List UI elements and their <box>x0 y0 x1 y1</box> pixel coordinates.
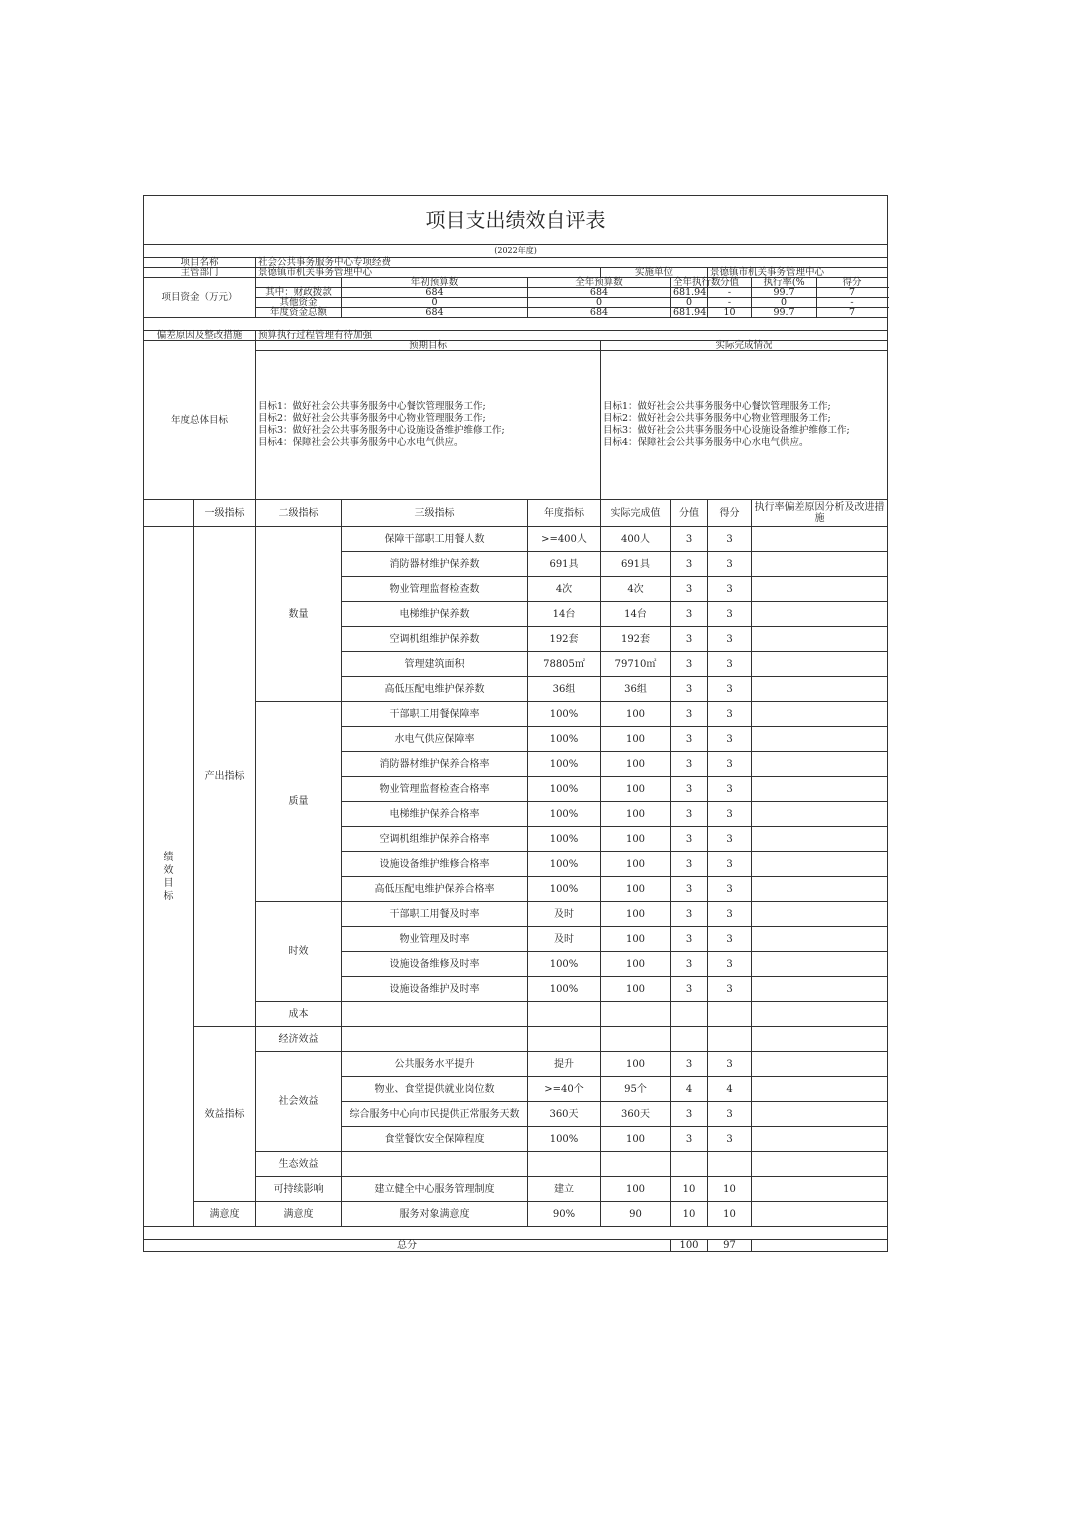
score-value: 3 <box>671 602 708 627</box>
output-indicator-label: 产出指标 <box>194 527 256 1027</box>
score-value: 10 <box>671 1202 708 1227</box>
score-value: 3 <box>671 877 708 902</box>
funds-cell: 0 <box>671 298 708 308</box>
actual-value: 360天 <box>601 1102 671 1127</box>
empty-cell <box>342 1152 528 1177</box>
level3-indicator: 物业管理监督检查合格率 <box>342 777 528 802</box>
score-value: 3 <box>671 927 708 952</box>
actual-value: 100 <box>601 977 671 1002</box>
score-value: 3 <box>671 902 708 927</box>
funds-header: 分值 <box>708 278 752 288</box>
level3-indicator: 空调机组维护保养合格率 <box>342 827 528 852</box>
score: 3 <box>708 852 752 877</box>
indicator-header: 二级指标 <box>256 500 342 527</box>
annual-target: 100% <box>528 702 601 727</box>
satisfaction-indicator-label: 满意度 <box>194 1202 256 1227</box>
page-title: 项目支出绩效自评表 <box>144 196 888 245</box>
score: 3 <box>708 552 752 577</box>
project-name-label: 项目名称 <box>144 258 256 268</box>
funds-label: 项目资金（万元） <box>144 278 256 318</box>
empty-cell <box>708 1027 752 1052</box>
indicator-header: 执行率偏差原因分析及改进措施 <box>752 500 888 527</box>
actual-value: 100 <box>601 802 671 827</box>
empty-cell <box>708 1002 752 1027</box>
score-value: 3 <box>671 802 708 827</box>
score: 3 <box>708 577 752 602</box>
score-value: 10 <box>671 1177 708 1202</box>
level3-indicator: 水电气供应保障率 <box>342 727 528 752</box>
funds-header-blank <box>256 278 342 288</box>
annual-target: 100% <box>528 802 601 827</box>
deviation-analysis <box>752 1052 888 1077</box>
level3-indicator: 消防器材维护保养数 <box>342 552 528 577</box>
level3-indicator: 物业、食堂提供就业岗位数 <box>342 1077 528 1102</box>
actual-value: 100 <box>601 927 671 952</box>
score-value: 3 <box>671 977 708 1002</box>
funds-cell: 0 <box>752 298 817 307</box>
score-value: 3 <box>671 627 708 652</box>
funds-cell: - <box>708 288 752 298</box>
annual-target: 100% <box>528 852 601 877</box>
empty-cell <box>528 1002 601 1027</box>
performance-goal-label-text: 绩效目标 <box>163 851 174 902</box>
annual-target: >=400人 <box>528 527 601 552</box>
funds-header: 全年预算数 <box>528 278 671 288</box>
annual-goals-label: 年度总体目标 <box>144 341 256 500</box>
actual-value: 100 <box>601 1052 671 1077</box>
actual-value: 100 <box>601 1177 671 1202</box>
deviation-analysis <box>752 777 888 802</box>
indicator-row <box>144 1052 888 1077</box>
score: 10 <box>708 1202 752 1227</box>
funds-row <box>144 298 888 308</box>
deviation-analysis <box>752 1177 888 1202</box>
annual-target: 100% <box>528 727 601 752</box>
indicator-row <box>144 902 888 927</box>
score: 3 <box>708 802 752 827</box>
form-table <box>143 195 888 1252</box>
funds-cell: 684 <box>528 288 671 298</box>
empty-cell <box>342 1027 528 1052</box>
score-value: 3 <box>671 652 708 677</box>
score: 3 <box>708 677 752 702</box>
self-evaluation-form <box>143 195 887 1252</box>
level3-indicator: 电梯维护保养合格率 <box>342 802 528 827</box>
level3-indicator: 干部职工用餐保障率 <box>342 702 528 727</box>
deviation-analysis <box>752 952 888 977</box>
quantity-label: 数量 <box>256 527 342 702</box>
actual-goals-header: 实际完成情况 <box>601 341 888 351</box>
level3-indicator: 物业管理及时率 <box>342 927 528 952</box>
annual-target: 及时 <box>528 927 601 952</box>
empty-cell <box>342 1002 528 1027</box>
annual-target: 100% <box>528 877 601 902</box>
level3-indicator: 管理建筑面积 <box>342 652 528 677</box>
empty-cell <box>601 1152 671 1177</box>
ecological-label: 生态效益 <box>256 1152 342 1177</box>
benefit-indicator-label: 效益指标 <box>194 1027 256 1202</box>
score-value: 3 <box>671 527 708 552</box>
funds-cell-split <box>752 308 888 318</box>
impl-value: 景德镇市机关事务管理中心 <box>708 268 888 278</box>
score-value: 4 <box>671 1077 708 1102</box>
funds-cell: 99.7 <box>752 308 817 317</box>
actual-value: 14台 <box>601 602 671 627</box>
funds-cell-split <box>752 298 888 308</box>
actual-value: 100 <box>601 727 671 752</box>
score-value: 3 <box>671 577 708 602</box>
empty-cell <box>752 1002 888 1027</box>
score-value: 3 <box>671 1102 708 1127</box>
funds-cell: 0 <box>528 298 671 308</box>
actual-value: 4次 <box>601 577 671 602</box>
funds-cell: 10 <box>708 308 752 318</box>
score-value: 3 <box>671 852 708 877</box>
impl-label: 实施单位 <box>601 268 708 278</box>
year-label: (2022年度) <box>144 245 888 258</box>
deviation-analysis <box>752 852 888 877</box>
funds-cell: 681.94 <box>671 308 708 318</box>
total-score-value: 100 <box>671 1240 708 1252</box>
funds-cell: 681.94 <box>671 288 708 298</box>
deviation-analysis <box>752 1127 888 1152</box>
deviation-analysis <box>752 577 888 602</box>
annual-target: 36组 <box>528 677 601 702</box>
level3-indicator: 电梯维护保养数 <box>342 602 528 627</box>
deviation-analysis <box>752 877 888 902</box>
indicator-row <box>144 1152 888 1177</box>
funds-row-name: 年度资金总额 <box>256 308 342 318</box>
total-label: 总分 <box>144 1240 671 1252</box>
score-value: 3 <box>671 552 708 577</box>
score-value: 3 <box>671 702 708 727</box>
score-value: 3 <box>671 1127 708 1152</box>
indicator-row <box>144 1002 888 1027</box>
score: 3 <box>708 1102 752 1127</box>
spacer-row <box>144 318 888 331</box>
indicator-header: 年度指标 <box>528 500 601 527</box>
score: 3 <box>708 627 752 652</box>
level3-indicator: 高低压配电维护保养数 <box>342 677 528 702</box>
actual-value: 100 <box>601 752 671 777</box>
actual-value: 100 <box>601 902 671 927</box>
funds-cell: 7 <box>849 307 856 318</box>
annual-target: 90% <box>528 1202 601 1227</box>
empty-cell <box>752 1027 888 1052</box>
deviation-analysis <box>752 802 888 827</box>
funds-cell: 684 <box>342 288 528 298</box>
funds-row <box>144 308 888 318</box>
actual-value: 100 <box>601 877 671 902</box>
annual-target: 192套 <box>528 627 601 652</box>
actual-value: 400人 <box>601 527 671 552</box>
deviation-analysis <box>752 1077 888 1102</box>
economic-label: 经济效益 <box>256 1027 342 1052</box>
satisfaction-label: 满意度 <box>256 1202 342 1227</box>
empty-cell <box>601 1027 671 1052</box>
score: 3 <box>708 602 752 627</box>
score: 3 <box>708 777 752 802</box>
score: 3 <box>708 952 752 977</box>
annual-target: 100% <box>528 952 601 977</box>
annual-target: >=40个 <box>528 1077 601 1102</box>
empty-cell <box>671 1152 708 1177</box>
score: 3 <box>708 877 752 902</box>
actual-value: 100 <box>601 702 671 727</box>
cost-label: 成本 <box>256 1002 342 1027</box>
annual-target: 提升 <box>528 1052 601 1077</box>
deviation-analysis <box>752 702 888 727</box>
funds-row <box>144 288 888 298</box>
funds-header: 年初预算数 <box>342 278 528 288</box>
annual-target: 100% <box>528 827 601 852</box>
sustainable-label: 可持续影响 <box>256 1177 342 1202</box>
funds-cell: - <box>708 298 752 308</box>
level3-indicator: 综合服务中心向市民提供正常服务天数 <box>342 1102 528 1127</box>
funds-row-name: 其他资金 <box>256 298 342 308</box>
level3-indicator: 食堂餐饮安全保障程度 <box>342 1127 528 1152</box>
social-label: 社会效益 <box>256 1052 342 1152</box>
level3-indicator: 保障干部职工用餐人数 <box>342 527 528 552</box>
deviation-analysis <box>752 977 888 1002</box>
actual-value: 100 <box>601 952 671 977</box>
funds-cell-split <box>752 288 888 298</box>
deviation-text: 预算执行过程管理有待加强 <box>256 331 888 341</box>
actual-value: 79710㎡ <box>601 652 671 677</box>
score: 3 <box>708 1127 752 1152</box>
annual-target: 14台 <box>528 602 601 627</box>
indicator-header: 实际完成值 <box>601 500 671 527</box>
score-value: 3 <box>671 777 708 802</box>
dept-label: 主管部门 <box>144 268 256 278</box>
deviation-analysis <box>752 752 888 777</box>
indicator-header-blank <box>144 500 194 527</box>
deviation-analysis <box>752 602 888 627</box>
empty-cell <box>671 1002 708 1027</box>
score: 3 <box>708 727 752 752</box>
deviation-analysis <box>752 927 888 952</box>
deviation-analysis <box>752 627 888 652</box>
deviation-analysis <box>752 827 888 852</box>
score: 3 <box>708 902 752 927</box>
deviation-analysis <box>752 652 888 677</box>
actual-value: 36组 <box>601 677 671 702</box>
level3-indicator: 高低压配电维护保养合格率 <box>342 877 528 902</box>
funds-header: 执行率(% <box>752 278 817 287</box>
score-value: 3 <box>671 1052 708 1077</box>
score: 3 <box>708 702 752 727</box>
indicator-header: 分值 <box>671 500 708 527</box>
level3-indicator: 干部职工用餐及时率 <box>342 902 528 927</box>
actual-value: 691具 <box>601 552 671 577</box>
deviation-analysis <box>752 1102 888 1127</box>
score: 3 <box>708 527 752 552</box>
quality-label: 质量 <box>256 702 342 902</box>
deviation-analysis <box>752 902 888 927</box>
funds-cell: 684 <box>528 308 671 318</box>
empty-cell <box>528 1152 601 1177</box>
annual-target: 及时 <box>528 902 601 927</box>
actual-goals-text: 目标1：做好社会公共事务服务中心餐饮管理服务工作; 目标2：做好社会公共事务服务中心物业管理服务工作; 目标3：做好社会公共事务服务中心设施设备维护维修工作; 目标4：保障社会公共事务服务中心水电气供应。 <box>601 351 888 500</box>
score: 3 <box>708 927 752 952</box>
deviation-analysis <box>752 727 888 752</box>
project-name-value: 社会公共事务服务中心专项经费 <box>256 258 888 268</box>
score-value: 3 <box>671 752 708 777</box>
total-score: 97 <box>708 1240 752 1252</box>
actual-value: 100 <box>601 827 671 852</box>
annual-target: 360天 <box>528 1102 601 1127</box>
empty-cell <box>671 1027 708 1052</box>
deviation-analysis <box>752 527 888 552</box>
funds-header: 得分 <box>842 277 862 288</box>
actual-value: 100 <box>601 852 671 877</box>
annual-target: 100% <box>528 752 601 777</box>
funds-cell: 0 <box>342 298 528 308</box>
deviation-label: 偏差原因及整改措施 <box>144 331 256 341</box>
funds-header: 全年执行数 <box>671 278 708 288</box>
total-blank <box>752 1240 888 1252</box>
level3-indicator: 设施设备维护维修合格率 <box>342 852 528 877</box>
expected-goals-header: 预期目标 <box>256 341 601 351</box>
actual-value: 100 <box>601 1127 671 1152</box>
actual-value: 95个 <box>601 1077 671 1102</box>
score: 3 <box>708 652 752 677</box>
empty-cell <box>528 1027 601 1052</box>
level3-indicator: 空调机组维护保养数 <box>342 627 528 652</box>
actual-value: 100 <box>601 777 671 802</box>
funds-header-split <box>752 278 888 288</box>
level3-indicator: 公共服务水平提升 <box>342 1052 528 1077</box>
actual-value: 192套 <box>601 627 671 652</box>
deviation-analysis <box>752 677 888 702</box>
empty-cell <box>708 1152 752 1177</box>
score-value: 3 <box>671 827 708 852</box>
indicator-row <box>144 527 888 552</box>
score: 3 <box>708 827 752 852</box>
annual-target: 691具 <box>528 552 601 577</box>
dept-value: 景德镇市机关事务管理中心 <box>256 268 601 278</box>
annual-target: 100% <box>528 977 601 1002</box>
score-value: 3 <box>671 727 708 752</box>
annual-target: 100% <box>528 777 601 802</box>
spacer-row <box>144 1227 888 1240</box>
funds-cell: 684 <box>342 308 528 318</box>
indicator-row <box>144 1202 888 1227</box>
deviation-analysis <box>752 1202 888 1227</box>
funds-cell: 99.7 <box>752 288 817 297</box>
score: 4 <box>708 1077 752 1102</box>
level3-indicator: 设施设备维修及时率 <box>342 952 528 977</box>
level3-indicator: 物业管理监督检查数 <box>342 577 528 602</box>
total-row <box>144 1240 888 1252</box>
expected-goals-text: 目标1：做好社会公共事务服务中心餐饮管理服务工作; 目标2：做好社会公共事务服务中心物业管理服务工作; 目标3：做好社会公共事务服务中心设施设备维护维修工作; 目标4：保障社会公共事务服务中心水电气供应。 <box>256 351 601 500</box>
score-value: 3 <box>671 952 708 977</box>
annual-target: 建立 <box>528 1177 601 1202</box>
level3-indicator: 服务对象满意度 <box>342 1202 528 1227</box>
deviation-analysis <box>752 552 888 577</box>
score: 3 <box>708 977 752 1002</box>
actual-value: 90 <box>601 1202 671 1227</box>
performance-goal-label <box>144 527 194 1227</box>
indicator-header: 一级指标 <box>194 500 256 527</box>
indicator-row <box>144 1177 888 1202</box>
annual-target: 78805㎡ <box>528 652 601 677</box>
funds-cell: - <box>850 297 854 308</box>
indicator-header: 三级指标 <box>342 500 528 527</box>
level3-indicator: 设施设备维护及时率 <box>342 977 528 1002</box>
level3-indicator: 消防器材维护保养合格率 <box>342 752 528 777</box>
score: 3 <box>708 1052 752 1077</box>
indicator-row <box>144 1027 888 1052</box>
level3-indicator: 建立健全中心服务管理制度 <box>342 1177 528 1202</box>
timeliness-label: 时效 <box>256 902 342 1002</box>
indicator-header: 得分 <box>708 500 752 527</box>
score-value: 3 <box>671 677 708 702</box>
annual-target: 4次 <box>528 577 601 602</box>
funds-cell: 7 <box>849 287 856 298</box>
funds-row-name: 其中：财政拨款 <box>256 288 342 298</box>
empty-cell <box>752 1152 888 1177</box>
empty-cell <box>601 1002 671 1027</box>
score: 10 <box>708 1177 752 1202</box>
indicator-row <box>144 702 888 727</box>
score: 3 <box>708 752 752 777</box>
annual-target: 100% <box>528 1127 601 1152</box>
